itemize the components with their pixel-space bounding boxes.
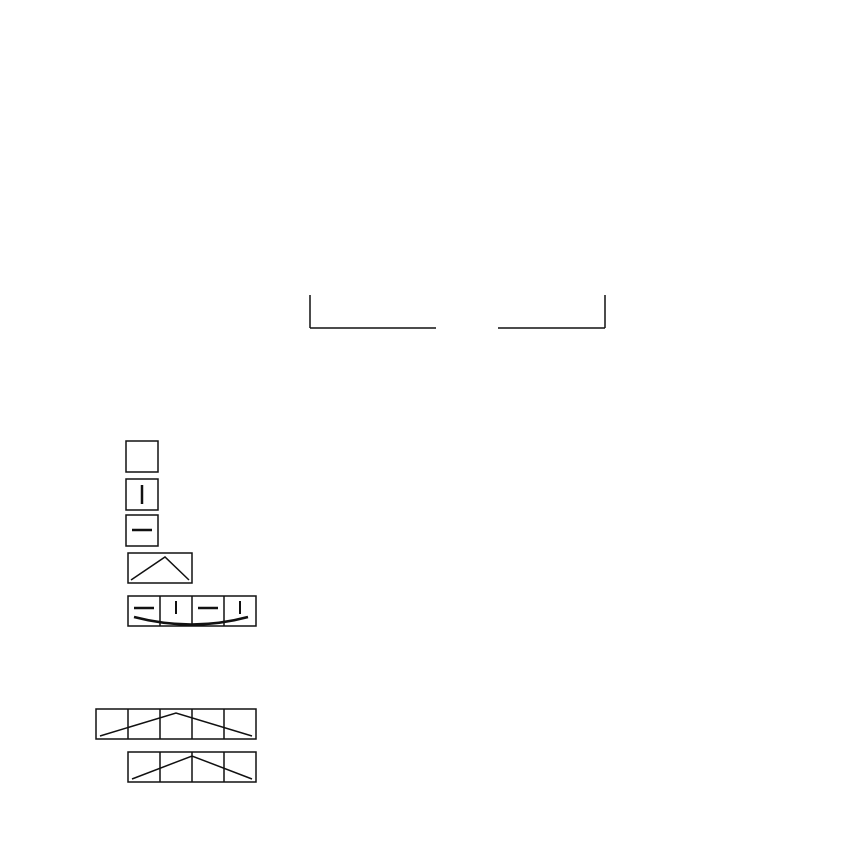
legend-p4tog-symbol xyxy=(128,752,256,782)
legend-p5tog-symbol xyxy=(96,709,256,739)
legend-no-stitch-symbol xyxy=(126,441,158,472)
legend-p2tog-symbol xyxy=(128,553,192,583)
legend-knit-symbol xyxy=(126,479,158,510)
legend-purl-symbol xyxy=(126,515,158,546)
legend-yo-4-symbol xyxy=(128,596,256,626)
ms-bracket xyxy=(310,295,605,328)
